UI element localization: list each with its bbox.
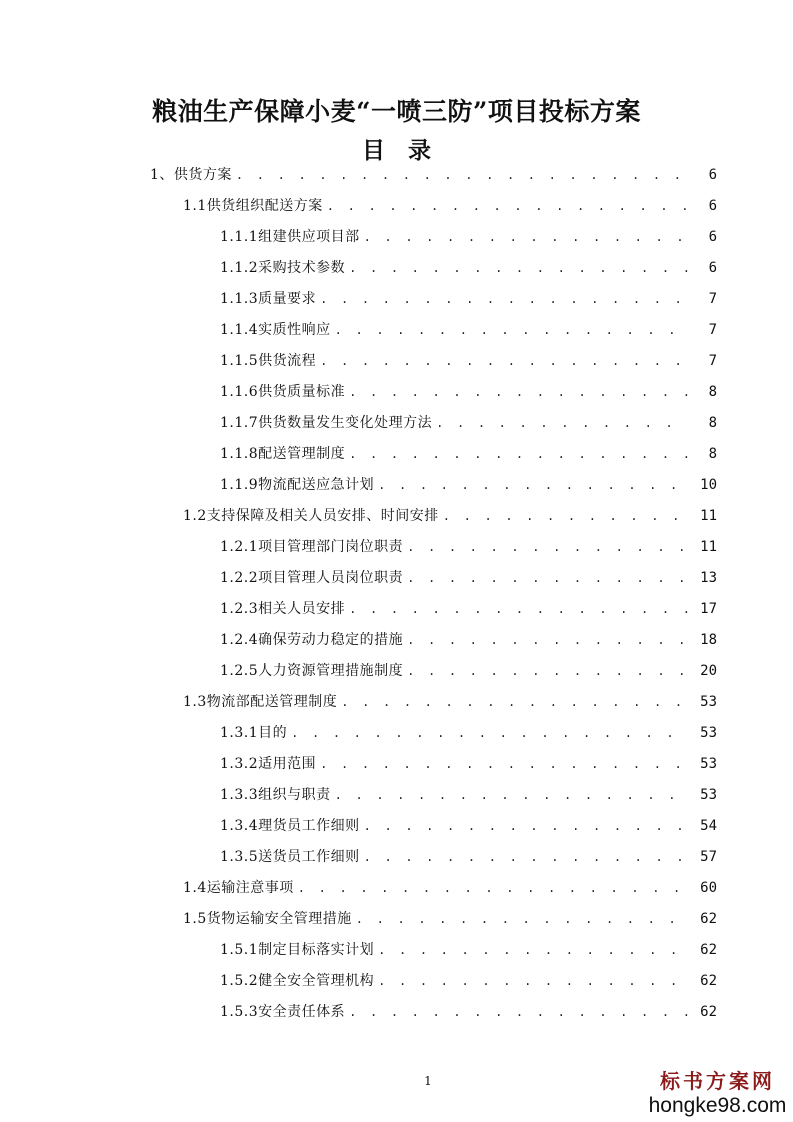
toc-dot-leader — [378, 966, 689, 997]
toc-entry[interactable] — [0, 222, 793, 253]
toc-entry[interactable] — [0, 377, 793, 408]
toc-entry[interactable] — [0, 718, 793, 749]
toc-dot-leader — [407, 625, 689, 656]
toc-entry-page: 6 — [708, 229, 717, 245]
toc-entry[interactable] — [0, 842, 793, 873]
toc-entry[interactable] — [0, 253, 793, 284]
toc-entry-page: 57 — [700, 849, 717, 865]
toc-entry-title: 1.3物流部配送管理制度 — [183, 694, 338, 710]
toc-entry-title: 1.1.5供货流程 — [220, 353, 317, 369]
toc-entry-page: 7 — [708, 322, 717, 338]
toc-entry-title: 1.1.8配送管理制度 — [220, 446, 346, 462]
toc-entry-title: 1.1.9物流配送应急计划 — [220, 477, 375, 493]
toc-entry-title: 1.5.1制定目标落实计划 — [220, 942, 375, 958]
table-of-contents — [0, 160, 793, 1028]
toc-entry-title: 1.2.4确保劳动力稳定的措施 — [220, 632, 404, 648]
toc-entry-page: 6 — [708, 167, 717, 183]
watermark-name: 标书方案网 — [660, 1069, 775, 1093]
toc-entry-page: 53 — [700, 725, 717, 741]
page-number: 1 — [424, 1074, 432, 1088]
toc-entry[interactable] — [0, 532, 793, 563]
toc-entry[interactable] — [0, 780, 793, 811]
toc-entry[interactable] — [0, 873, 793, 904]
toc-entry-page: 53 — [700, 694, 717, 710]
toc-dot-leader — [349, 439, 689, 470]
toc-dot-leader — [349, 253, 689, 284]
document-title: 粮油生产保障小麦“一喷三防”项目投标方案 — [152, 97, 641, 126]
toc-dot-leader — [378, 935, 689, 966]
toc-entry-page: 60 — [700, 880, 717, 896]
toc-dot-leader — [407, 532, 689, 563]
toc-entry-page: 18 — [700, 632, 717, 648]
toc-entry-page: 62 — [700, 942, 717, 958]
toc-entry-page: 6 — [708, 198, 717, 214]
toc-dot-leader — [349, 997, 689, 1028]
watermark-url: hongke98.com — [648, 1094, 787, 1117]
toc-entry-title: 1.2支持保障及相关人员安排、时间安排 — [183, 508, 439, 524]
toc-entry[interactable] — [0, 749, 793, 780]
toc-entry-page: 17 — [700, 601, 717, 617]
toc-dot-leader — [407, 656, 689, 687]
toc-entry-page: 8 — [708, 415, 717, 431]
toc-entry-title: 1.1.6供货质量标准 — [220, 384, 346, 400]
toc-dot-leader — [364, 811, 689, 842]
toc-entry-page: 11 — [700, 539, 717, 555]
toc-dot-leader — [378, 470, 689, 501]
toc-dot-leader — [341, 687, 689, 718]
toc-entry[interactable] — [0, 811, 793, 842]
toc-entry-title: 1.1.2采购技术参数 — [220, 260, 346, 276]
toc-entry-page: 7 — [708, 291, 717, 307]
toc-dot-leader — [335, 780, 689, 811]
toc-entry-page: 53 — [700, 756, 717, 772]
toc-entry-title: 1.1.4实质性响应 — [220, 322, 331, 338]
toc-dot-leader — [349, 377, 689, 408]
toc-heading: 目 录 — [362, 137, 431, 164]
toc-entry-page: 10 — [700, 477, 717, 493]
toc-entry-title: 1.3.1目的 — [220, 725, 288, 741]
toc-dot-leader — [443, 501, 689, 532]
toc-entry-page: 62 — [700, 911, 717, 927]
toc-entry[interactable] — [0, 904, 793, 935]
toc-entry[interactable] — [0, 284, 793, 315]
toc-entry-title: 1.1.3质量要求 — [220, 291, 317, 307]
toc-entry[interactable] — [0, 160, 793, 191]
watermark-logo — [642, 1068, 793, 1118]
toc-entry-title: 1.2.5人力资源管理措施制度 — [220, 663, 404, 679]
toc-dot-leader — [349, 594, 689, 625]
toc-entry[interactable] — [0, 315, 793, 346]
toc-entry-page: 8 — [708, 446, 717, 462]
toc-dot-leader — [407, 563, 689, 594]
toc-entry-title: 1.2.2项目管理人员岗位职责 — [220, 570, 404, 586]
toc-dot-leader — [364, 842, 689, 873]
toc-entry-page: 11 — [700, 508, 717, 524]
toc-entry[interactable] — [0, 656, 793, 687]
toc-entry-title: 1.2.1项目管理部门岗位职责 — [220, 539, 404, 555]
toc-entry-page: 13 — [700, 570, 717, 586]
toc-entry-title: 1、供货方案 — [150, 167, 232, 183]
toc-entry[interactable] — [0, 966, 793, 997]
toc-entry-page: 7 — [708, 353, 717, 369]
toc-dot-leader — [320, 284, 689, 315]
toc-entry[interactable] — [0, 625, 793, 656]
toc-entry-title: 1.3.4理货员工作细则 — [220, 818, 360, 834]
toc-entry[interactable] — [0, 563, 793, 594]
toc-entry-title: 1.1供货组织配送方案 — [183, 198, 323, 214]
toc-entry[interactable] — [0, 935, 793, 966]
toc-entry-page: 8 — [708, 384, 717, 400]
toc-entry-title: 1.5.3安全责任体系 — [220, 1004, 346, 1020]
toc-dot-leader — [298, 873, 689, 904]
toc-entry-title: 1.3.2适用范围 — [220, 756, 317, 772]
toc-entry[interactable] — [0, 470, 793, 501]
toc-entry-title: 1.4运输注意事项 — [183, 880, 294, 896]
toc-entry-title: 1.3.3组织与职责 — [220, 787, 331, 803]
toc-entry-page: 62 — [700, 973, 717, 989]
toc-entry-page: 62 — [700, 1004, 717, 1020]
toc-dot-leader — [320, 346, 689, 377]
toc-entry[interactable] — [0, 346, 793, 377]
toc-dot-leader — [436, 408, 689, 439]
toc-dot-leader — [327, 191, 689, 222]
toc-entry-title: 1.1.1组建供应项目部 — [220, 229, 360, 245]
toc-entry-title: 1.5.2健全安全管理机构 — [220, 973, 375, 989]
toc-entry-page: 6 — [708, 260, 717, 276]
toc-entry-page: 20 — [700, 663, 717, 679]
toc-entry[interactable] — [0, 439, 793, 470]
toc-dot-leader — [356, 904, 689, 935]
toc-entry-page: 53 — [700, 787, 717, 803]
toc-entry[interactable] — [0, 594, 793, 625]
toc-entry[interactable] — [0, 408, 793, 439]
toc-entry[interactable] — [0, 997, 793, 1028]
toc-dot-leader — [236, 160, 689, 191]
toc-dot-leader — [364, 222, 689, 253]
toc-entry[interactable] — [0, 501, 793, 532]
toc-entry-title: 1.5货物运输安全管理措施 — [183, 911, 352, 927]
toc-dot-leader — [335, 315, 689, 346]
toc-entry[interactable] — [0, 191, 793, 222]
toc-entry-title: 1.3.5送货员工作细则 — [220, 849, 360, 865]
toc-dot-leader — [320, 749, 689, 780]
toc-entry[interactable] — [0, 687, 793, 718]
toc-entry-title: 1.2.3相关人员安排 — [220, 601, 346, 617]
toc-entry-page: 54 — [700, 818, 717, 834]
toc-dot-leader — [291, 718, 689, 749]
toc-entry-title: 1.1.7供货数量发生变化处理方法 — [220, 415, 433, 431]
